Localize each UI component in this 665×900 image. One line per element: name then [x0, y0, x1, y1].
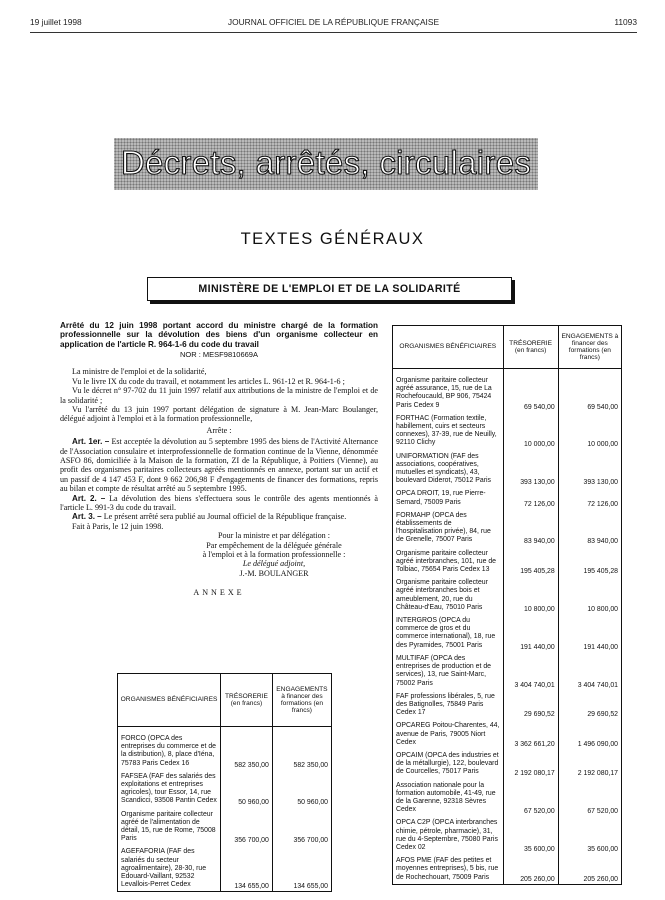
engagements-value: 2 192 080,17: [558, 749, 621, 779]
tresorerie-value: 3 404 740,01: [503, 652, 558, 690]
engagements-value: 3 404 740,01: [558, 652, 621, 690]
engagements-value: 134 655,00: [272, 845, 331, 892]
table-row: [393, 652, 622, 690]
engagements-value: 35 600,00: [558, 816, 621, 854]
engagements-value: 10 800,00: [558, 576, 621, 614]
organisme-name: OPCAIM (OPCA des industries et de la métallurgie), 122, boulevard de Courcelles, 75017 Paris: [393, 749, 504, 779]
beneficiaries-table-left: [117, 673, 332, 892]
engagements-value: 69 540,00: [558, 374, 621, 412]
article-text: La dévolution des biens s'effectuera sous le contrôle des agents mentionnés à l'article L. 991-3 du code du travail.: [60, 493, 378, 512]
table-row: [393, 487, 622, 508]
table-row: [393, 374, 622, 412]
table-row: [393, 576, 622, 614]
paragraph: Vu le décret n° 97-702 du 11 juin 1997 relatif aux attributions de la ministre de l'emploi et de la solidarité ;: [60, 386, 378, 405]
organisme-name: AFOS PME (FAF des petites et moyennes entreprises), 5 bis, rue de Rochechouart, 75009 Paris: [393, 854, 504, 884]
tresorerie-value: 10 000,00: [503, 412, 558, 450]
journal-title: JOURNAL OFFICIEL DE LA RÉPUBLIQUE FRANÇAISE: [227, 17, 440, 27]
tresorerie-value: 582 350,00: [221, 732, 273, 770]
tresorerie-value: 50 960,00: [221, 770, 273, 808]
article-3: [60, 512, 378, 521]
engagements-value: 195 405,28: [558, 547, 621, 577]
organisme-name: OPCA DROIT, 19, rue Pierre-Semard, 75009 Paris: [393, 487, 504, 508]
arrete-word: Arrête :: [206, 425, 232, 435]
nor-reference: NOR : MESF9810669A: [180, 349, 258, 359]
engagements-value: 67 520,00: [558, 779, 621, 817]
arrete-title: Arrêté du 12 juin 1998 portant accord du ministre chargé de la formation professionnelle sur la dévolution des biens d'un organisme collecteur en application de l'article R. 964-1-6 du code du travail: [60, 321, 378, 349]
page-number: 11093: [614, 17, 637, 27]
organisme-name: Organisme paritaire collecteur agréé interbranches bois et ameublement, 20, rue du Château-d'Eau, 75010 Paris: [393, 576, 504, 614]
organisme-name: MULTIFAF (OPCA des entreprises de production et de services), 13, rue Saint-Marc, 75002 Paris: [393, 652, 504, 690]
beneficiaries-table-right: [392, 325, 622, 885]
tresorerie-value: 35 600,00: [503, 816, 558, 854]
organisme-name: AGEFAFORIA (FAF des salariés du secteur agroalimentaire), 28-30, rue Edouard-Vaillant, 92532 Levallois-Perret Cedex: [118, 845, 221, 892]
organisme-name: FORTHAC (Formation textile, habillement, cuirs et secteurs connexes), 37-39, rue de Neuilly, 92110 Clichy: [393, 412, 504, 450]
engagements-value: 50 960,00: [272, 770, 331, 808]
table-row: [393, 450, 622, 488]
signature-line: Par empêchement de la déléguée générale: [206, 540, 342, 550]
tresorerie-value: 2 192 080,17: [503, 749, 558, 779]
article-1: [60, 437, 378, 493]
organisme-name: Organisme paritaire collecteur agréé de l'alimentation de détail, 15, rue de Rome, 75008 Paris: [118, 808, 221, 846]
organisme-name: UNIFORMATION (FAF des associations, coopératives, mutuelles et syndicats), 43, boulevard Diderot, 75012 Paris: [393, 450, 504, 488]
engagements-value: 191 440,00: [558, 614, 621, 652]
table-row: [393, 749, 622, 779]
engagements-value: 83 940,00: [558, 509, 621, 547]
engagements-value: 205 260,00: [558, 854, 621, 884]
organisme-name: Organisme paritaire collecteur agréé assurance, 15, rue de La Rochefoucauld, BP 906, 75424 Paris Cedex 9: [393, 374, 504, 412]
table-row: [118, 845, 332, 892]
engagements-value: 1 496 090,00: [558, 719, 621, 749]
table-row: [393, 816, 622, 854]
col-header-org: ORGANISMES BÉNÉFICIAIRES: [118, 674, 221, 727]
col-header-engagements: ENGAGEMENTS à financer des formations (en francs): [558, 326, 621, 369]
tresorerie-value: 10 800,00: [503, 576, 558, 614]
header-rule: [30, 32, 637, 33]
tresorerie-value: 205 260,00: [503, 854, 558, 884]
col-header-tresorerie: TRÉSORERIE (en francs): [221, 674, 273, 727]
article-label: Art. 3. –: [72, 512, 102, 522]
organisme-name: FAFSEA (FAF des salariés des exploitations et entreprises agricoles), tour Essor, 14, rue Scandicci, 93508 Pantin Cedex: [118, 770, 221, 808]
signature-block: [170, 531, 378, 578]
tresorerie-value: 195 405,28: [503, 547, 558, 577]
page-header: [30, 17, 637, 31]
table-row: [393, 614, 622, 652]
organisme-name: INTERGROS (OPCA du commerce de gros et du commerce international), 18, rue des Pyramides, 75001 Paris: [393, 614, 504, 652]
table-row: [393, 547, 622, 577]
tresorerie-value: 83 940,00: [503, 509, 558, 547]
tresorerie-value: 393 130,00: [503, 450, 558, 488]
article-label: Art. 1er. –: [72, 437, 110, 447]
organisme-name: Association nationale pour la formation automobile, 41-49, rue de la Garenne, 92318 Sèvres Cedex: [393, 779, 504, 817]
tresorerie-value: 67 520,00: [503, 779, 558, 817]
signature-line: à l'emploi et à la formation professionnelle :: [202, 550, 346, 560]
table-row: [393, 412, 622, 450]
col-header-tresorerie: TRÉSORERIE (en francs): [503, 326, 558, 369]
section-title: TEXTES GÉNÉRAUX: [240, 230, 425, 248]
arrete-column: [60, 321, 378, 610]
annexe-heading: ANNEXE: [193, 588, 245, 598]
banner-title: Décrets, arrêtés, circulaires: [120, 144, 532, 181]
issue-date: 19 juillet 1998: [30, 17, 82, 27]
signatory-name: J.-M. BOULANGER: [239, 568, 309, 578]
table-row: [118, 732, 332, 770]
organisme-name: FAF professions libérales, 5, rue des Batignolles, 75849 Paris Cedex 17: [393, 690, 504, 720]
engagements-value: 356 700,00: [272, 808, 331, 846]
article-text: Est acceptée la dévolution au 5 septembre 1995 des biens de l'Activité Alternance de l'Association consulaire et interprofessionnelle de formation continue de la Vienne, dénommée ASFO 86, domiciliée à la Maison de la formation, ZI de la République, à Poitiers (Vienne), au profit des organismes paritaires collecteurs agréés mentionnés en annexe, portant sur un actif et un passif de 4 147 453 F, dont 9 662 206,98 F d'engagements de financer des formations, repris au bilan et compte de résultat arrêté au 5 septembre 1995.: [60, 437, 378, 494]
col-header-org: ORGANISMES BÉNÉFICIAIRES: [393, 326, 504, 369]
table-row: [118, 770, 332, 808]
table-row: [393, 854, 622, 884]
article-2: [60, 494, 378, 513]
tresorerie-value: 3 362 661,20: [503, 719, 558, 749]
tresorerie-value: 191 440,00: [503, 614, 558, 652]
engagements-value: 393 130,00: [558, 450, 621, 488]
table-row: [393, 779, 622, 817]
signature-line: Le délégué adjoint,: [242, 559, 306, 569]
table-row: [393, 690, 622, 720]
tresorerie-value: 72 126,00: [503, 487, 558, 508]
paragraph: Vu le livre IX du code du travail, et notamment les articles L. 961-12 et R. 964-1-6 ;: [72, 376, 345, 386]
organisme-name: Organisme paritaire collecteur agréé interbranches, 101, rue de Tolbiac, 75654 Paris Cedex 13: [393, 547, 504, 577]
paragraph: La ministre de l'emploi et de la solidarité,: [72, 367, 207, 377]
col-header-engagements: ENGAGEMENTS à financer des formations (en francs): [272, 674, 331, 727]
tresorerie-value: 69 540,00: [503, 374, 558, 412]
organisme-name: FORCO (OPCA des entreprises du commerce et de la distribution), 8, place d'Iéna, 75783 Paris Cedex 16: [118, 732, 221, 770]
paragraph: Vu l'arrêté du 13 juin 1997 portant délégation de signature à M. Jean-Marc Boulanger, délégué adjoint à l'emploi et à la formation professionnelle,: [60, 404, 378, 424]
section-banner: [114, 138, 538, 190]
engagements-value: 29 690,52: [558, 690, 621, 720]
signature-line: Pour la ministre et par délégation :: [218, 531, 330, 541]
done-at: Fait à Paris, le 12 juin 1998.: [72, 521, 164, 531]
organisme-name: OPCA C2P (OPCA interbranches chimie, pétrole, pharmacie), 31, rue du 4-Septembre, 75080 Paris Cedex 02: [393, 816, 504, 854]
tresorerie-value: 356 700,00: [221, 808, 273, 846]
table-row: [118, 808, 332, 846]
tresorerie-value: 134 655,00: [221, 845, 273, 892]
ministry-box: MINISTÈRE DE L'EMPLOI ET DE LA SOLIDARITÉ: [147, 277, 512, 301]
table-row: [393, 719, 622, 749]
engagements-value: 10 000,00: [558, 412, 621, 450]
engagements-value: 582 350,00: [272, 732, 331, 770]
table-row: [393, 509, 622, 547]
article-label: Art. 2. –: [72, 493, 106, 503]
organisme-name: FORMAHP (OPCA des établissements de l'hospitalisation privée), 84, rue de Grenelle, 75007 Paris: [393, 509, 504, 547]
engagements-value: 72 126,00: [558, 487, 621, 508]
organisme-name: OPCAREG Poitou-Charentes, 44, avenue de Paris, 79005 Niort Cedex: [393, 719, 504, 749]
tresorerie-value: 29 690,52: [503, 690, 558, 720]
article-text: Le présent arrêté sera publié au Journal officiel de la République française.: [103, 512, 347, 522]
